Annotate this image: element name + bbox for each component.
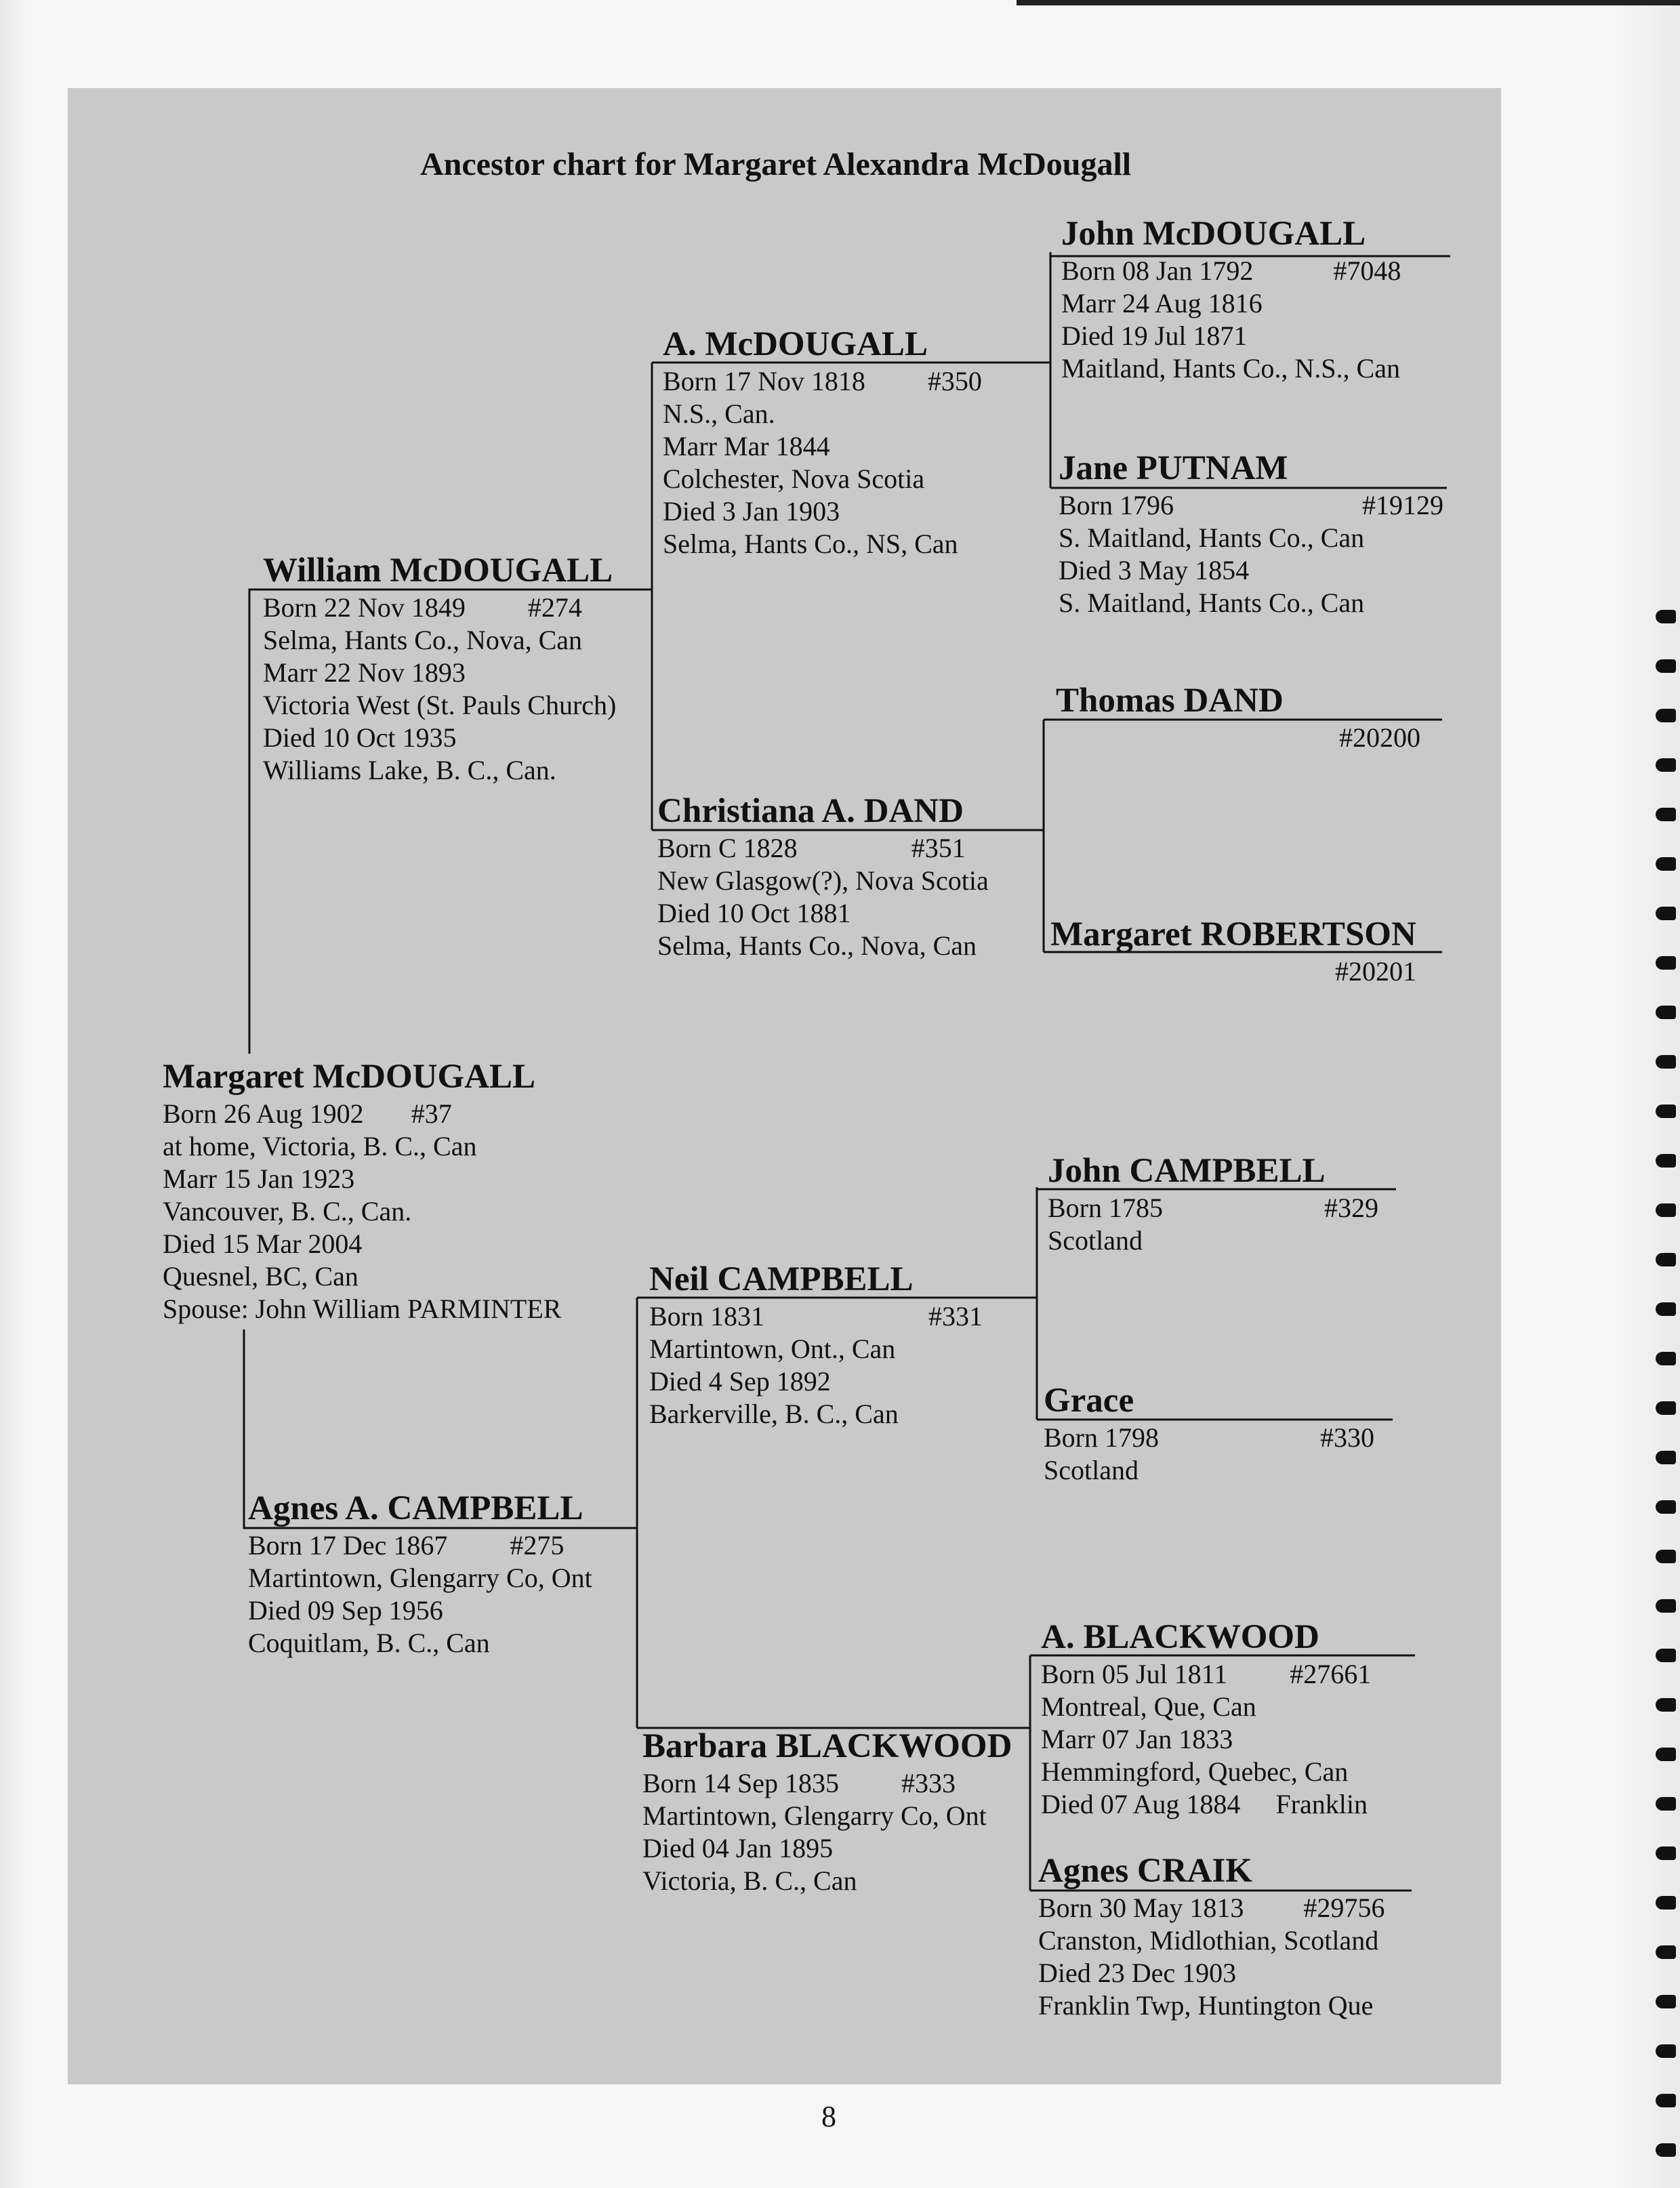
- birth-place: S. Maitland, Hants Co., Can: [1059, 522, 1365, 553]
- birth-date: Born 1831: [649, 1301, 764, 1332]
- birth-place: at home, Victoria, B. C., Can: [163, 1131, 477, 1161]
- person-jane-putnam: [1059, 447, 1443, 619]
- marriage-date: Marr Mar 1844: [663, 431, 830, 461]
- person-name: Margaret ROBERTSON: [1050, 915, 1416, 953]
- binding-ring: [1656, 1748, 1676, 1761]
- person-grace: [1044, 1380, 1374, 1487]
- death-place: Quesnel, BC, Can: [163, 1261, 358, 1292]
- birth-place: Montreal, Que, Can: [1041, 1691, 1256, 1722]
- birth-place: Scotland: [1044, 1455, 1139, 1485]
- spiral-binding: [1653, 0, 1680, 2188]
- birth-line: [663, 365, 982, 398]
- person-name: A. BLACKWOOD: [1041, 1618, 1319, 1656]
- death-date: Died 19 Jul 1871: [1061, 321, 1248, 351]
- binding-ring: [1656, 1599, 1676, 1613]
- birth-line: [657, 832, 989, 865]
- birth-place: Cranston, Midlothian, Scotland: [1038, 1925, 1379, 1956]
- person-name: Grace: [1044, 1382, 1134, 1420]
- birth-date: Born 1796: [1059, 490, 1174, 520]
- person-name: Agnes CRAIK: [1038, 1852, 1252, 1890]
- person-john-campbell: [1048, 1150, 1378, 1257]
- death-place: Selma, Hants Co., Nova, Can: [657, 930, 977, 961]
- birth-line: [1061, 255, 1401, 287]
- person-name: Margaret McDOUGALL: [163, 1058, 535, 1096]
- binding-ring: [1656, 956, 1676, 970]
- binding-ring: [1656, 2044, 1676, 2058]
- death-place: Franklin Twp, Huntington Que: [1038, 1990, 1374, 2021]
- binding-ring: [1656, 1401, 1676, 1415]
- person-name: A. McDOUGALL: [663, 325, 928, 363]
- person-margaret-robertson: [1050, 913, 1416, 988]
- birth-place: N.S., Can.: [663, 398, 775, 429]
- person-id: #333: [901, 1768, 956, 1798]
- birth-date: Born C 1828: [657, 833, 798, 863]
- person-name: Christiana A. DAND: [657, 792, 964, 830]
- birth-line: [248, 1529, 592, 1562]
- binding-ring: [1656, 1945, 1676, 1959]
- chart-title: Ancestor chart for Margaret Alexandra McDougall: [420, 146, 1132, 182]
- binding-ring: [1656, 1649, 1676, 1662]
- person-id: #331: [928, 1301, 983, 1332]
- death-place: Barkerville, B. C., Can: [649, 1399, 899, 1429]
- birth-line: [1041, 1658, 1371, 1691]
- death-date: Died 10 Oct 1881: [657, 898, 851, 928]
- marriage-date: Marr 07 Jan 1833: [1041, 1724, 1233, 1754]
- death-place: Coquitlam, B. C., Can: [248, 1628, 490, 1658]
- marriage-place: Vancouver, B. C., Can.: [163, 1196, 412, 1226]
- person-name: Barbara BLACKWOOD: [642, 1727, 1012, 1765]
- person-id: #20200: [1339, 722, 1420, 753]
- death-place: Victoria, B. C., Can: [642, 1865, 857, 1896]
- person-name: Agnes A. CAMPBELL: [248, 1489, 583, 1527]
- person-id: #275: [510, 1530, 565, 1561]
- binding-ring: [1656, 1203, 1676, 1217]
- birth-line: [1059, 489, 1443, 522]
- binding-ring: [1656, 1846, 1676, 1860]
- birth-line: [1038, 1892, 1385, 1924]
- binding-ring: [1656, 857, 1676, 871]
- birth-place: Martintown, Glengarry Co, Ont: [642, 1800, 987, 1831]
- person-id: #329: [1324, 1193, 1378, 1223]
- birth-line: [1044, 1422, 1374, 1454]
- person-name: Thomas DAND: [1056, 682, 1284, 720]
- death-date: Died 3 May 1854: [1059, 555, 1250, 585]
- marriage-date: Marr 15 Jan 1923: [163, 1163, 355, 1194]
- birth-place: Martintown, Glengarry Co, Ont: [248, 1563, 592, 1593]
- person-name: Neil CAMPBELL: [649, 1260, 914, 1298]
- binding-ring: [1656, 1006, 1676, 1019]
- death-place: Williams Lake, B. C., Can.: [263, 755, 556, 785]
- binding-ring: [1656, 1253, 1676, 1266]
- person-a-mcdougall: [663, 323, 982, 560]
- death-date: Died 3 Jan 1903: [663, 496, 840, 527]
- birth-date: Born 17 Nov 1818: [663, 366, 865, 396]
- birth-line: [1048, 1192, 1378, 1224]
- page-number: 8: [821, 2100, 836, 2133]
- binding-ring: [1656, 1995, 1676, 2008]
- person-agnes-craik: [1038, 1850, 1385, 2022]
- spouse: Spouse: John William PARMINTER: [163, 1294, 562, 1324]
- person-john-mcdougall: [1061, 213, 1401, 385]
- marriage-date: Marr 24 Aug 1816: [1061, 288, 1263, 318]
- id-line: [1056, 722, 1420, 754]
- binding-ring: [1656, 659, 1676, 673]
- death-line: [1041, 1788, 1371, 1821]
- birth-date: Born 08 Jan 1792: [1061, 255, 1254, 286]
- id-line: [1050, 955, 1416, 988]
- birth-place: Scotland: [1048, 1225, 1143, 1256]
- binding-ring: [1656, 1154, 1676, 1168]
- death-place: Selma, Hants Co., NS, Can: [663, 529, 958, 559]
- birth-date: Born 17 Dec 1867: [248, 1530, 448, 1561]
- binding-ring: [1656, 1055, 1676, 1069]
- person-id: #351: [911, 833, 966, 863]
- birth-date: Born 1785: [1048, 1193, 1163, 1223]
- birth-line: [263, 592, 616, 624]
- death-date: Died 09 Sep 1956: [248, 1595, 443, 1626]
- person-name: John McDOUGALL: [1061, 215, 1366, 253]
- person-neil-campbell: [649, 1258, 983, 1430]
- birth-date: Born 05 Jul 1811: [1041, 1659, 1228, 1689]
- person-id: #330: [1320, 1422, 1374, 1453]
- marriage-place: Victoria West (St. Pauls Church): [263, 690, 617, 720]
- person-id: #37: [411, 1098, 452, 1129]
- binding-ring: [1656, 1698, 1676, 1712]
- binding-ring: [1656, 1451, 1676, 1464]
- binding-ring: [1656, 1550, 1676, 1563]
- birth-date: Born 22 Nov 1849: [263, 592, 466, 623]
- birth-line: [163, 1098, 561, 1130]
- person-agnes-campbell: [248, 1487, 592, 1659]
- birth-place: Selma, Hants Co., Nova, Can: [263, 625, 583, 655]
- marriage-place: Colchester, Nova Scotia: [663, 463, 925, 494]
- death-date: Died 07 Aug 1884: [1041, 1789, 1241, 1819]
- person-id: #274: [527, 592, 582, 623]
- person-name: John CAMPBELL: [1048, 1152, 1326, 1190]
- death-place: Franklin: [1275, 1789, 1368, 1819]
- person-id: #20201: [1335, 956, 1416, 987]
- binding-ring: [1656, 2143, 1676, 2157]
- death-place: S. Maitland, Hants Co., Can: [1059, 587, 1365, 618]
- binding-ring: [1656, 1500, 1676, 1514]
- person-william-mcdougall: [263, 550, 616, 787]
- death-place: Maitland, Hants Co., N.S., Can: [1061, 353, 1400, 384]
- marriage-date: Marr 22 Nov 1893: [263, 657, 466, 688]
- binding-ring: [1656, 709, 1676, 722]
- birth-line: [649, 1300, 983, 1333]
- binding-ring: [1656, 808, 1676, 821]
- birth-date: Born 14 Sep 1835: [642, 1768, 839, 1798]
- binding-ring: [1656, 2094, 1676, 2107]
- person-id: #350: [927, 366, 982, 396]
- birth-date: Born 1798: [1044, 1422, 1159, 1453]
- death-date: Died 04 Jan 1895: [642, 1833, 834, 1863]
- death-date: Died 4 Sep 1892: [649, 1366, 831, 1397]
- binding-ring: [1656, 1797, 1676, 1811]
- birth-line: [642, 1767, 1012, 1800]
- person-thomas-dand: [1056, 680, 1420, 754]
- binding-ring: [1656, 907, 1676, 920]
- person-margaret-mcdougall: [163, 1056, 561, 1325]
- binding-ring: [1656, 1302, 1676, 1316]
- person-barbara-blackwood: [642, 1725, 1012, 1897]
- person-id: #19129: [1362, 490, 1443, 520]
- binding-ring: [1656, 1105, 1676, 1118]
- birth-place: Martintown, Ont., Can: [649, 1334, 896, 1364]
- binding-ring: [1656, 1896, 1676, 1910]
- death-date: Died 23 Dec 1903: [1038, 1958, 1237, 1988]
- person-christiana-dand: [657, 790, 989, 962]
- death-date: Died 10 Oct 1935: [263, 722, 457, 753]
- person-id: #7048: [1333, 255, 1401, 286]
- person-id: #27661: [1290, 1659, 1372, 1689]
- binding-ring: [1656, 1352, 1676, 1365]
- person-id: #29756: [1303, 1893, 1385, 1923]
- binding-ring: [1656, 610, 1676, 623]
- person-name: William McDOUGALL: [263, 552, 613, 590]
- birth-place: New Glasgow(?), Nova Scotia: [657, 865, 989, 896]
- birth-date: Born 26 Aug 1902: [163, 1098, 364, 1129]
- person-name: Jane PUTNAM: [1059, 449, 1288, 487]
- marriage-place: Hemmingford, Quebec, Can: [1041, 1756, 1349, 1787]
- birth-date: Born 30 May 1813: [1038, 1893, 1244, 1923]
- person-a-blackwood: [1041, 1616, 1371, 1821]
- binding-ring: [1656, 758, 1676, 772]
- death-date: Died 15 Mar 2004: [163, 1229, 363, 1259]
